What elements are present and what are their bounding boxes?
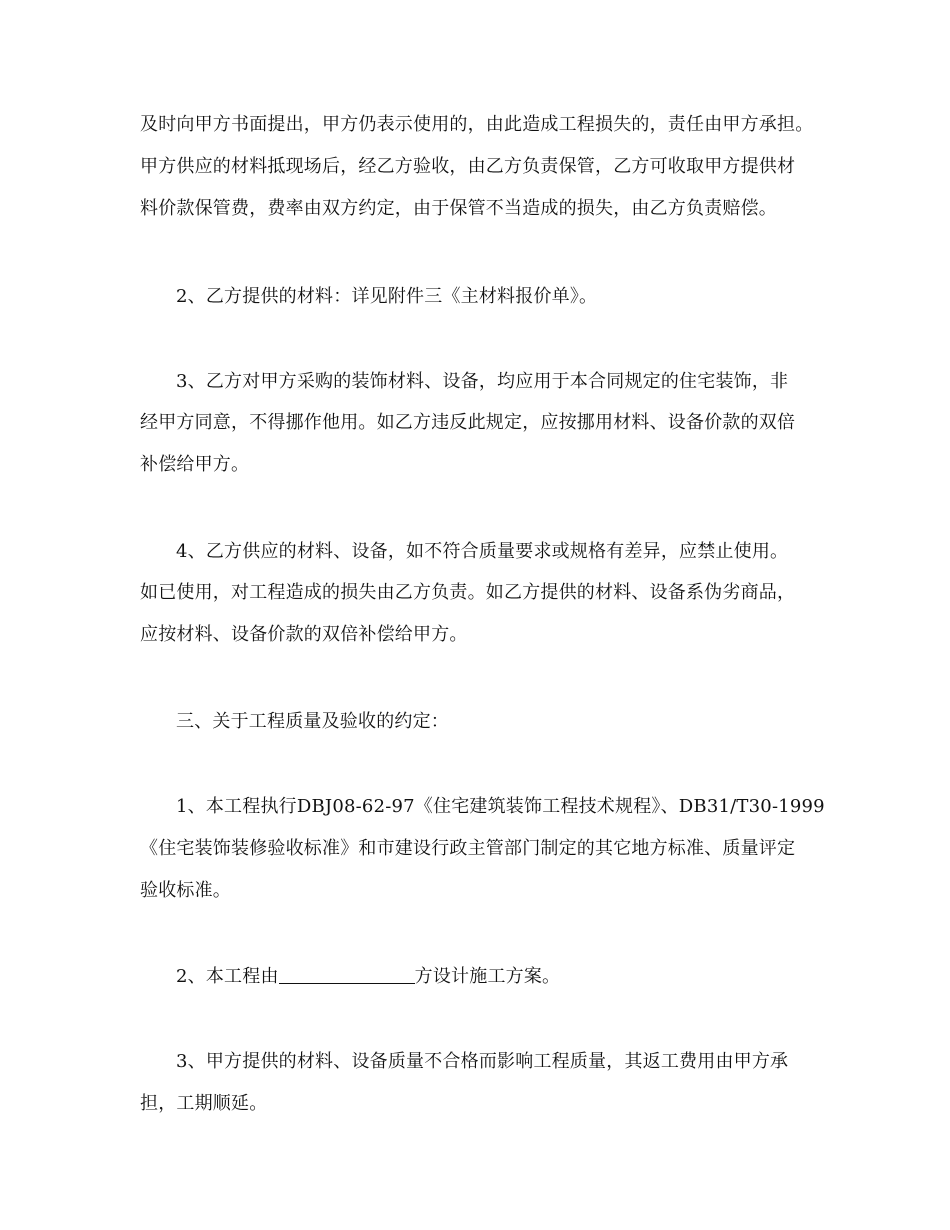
clause-4-line: 4、乙方供应的材料、设备，如不符合质量要求或规格有差异，应禁止使用。 [176, 541, 789, 562]
clause-4-line: 如已使用，对工程造成的损失由乙方负责。如乙方提供的材料、设备系伪劣商品， [140, 582, 796, 603]
quality-clause-1-line: 1、本工程执行DBJ08-62-97《住宅建筑装饰工程技术规程》、DB31/T30-1999 [176, 796, 825, 817]
clause-3-line: 补偿给甲方。 [140, 454, 250, 475]
clause-4-line: 应按材料、设备价款的双倍补偿给甲方。 [140, 624, 468, 645]
fill-in-blank [279, 965, 415, 984]
clause-2-materials: 2、乙方提供的材料：详见附件三《主材料报价单》。 [176, 286, 598, 307]
quality-clause-1-line: 验收标准。 [140, 880, 231, 901]
clause-3-line: 3、乙方对甲方采购的装饰材料、设备，均应用于本合同规定的住宅装饰，非 [176, 371, 789, 392]
quality-clause-3-line: 3、甲方提供的材料、设备质量不合格而影响工程质量，其返工费用由甲方承 [176, 1051, 789, 1072]
section-3-heading: 三、关于工程质量及验收的约定： [176, 711, 449, 732]
quality-clause-2 [176, 965, 560, 989]
clause-3-line: 经甲方同意，不得挪作他用。如乙方违反此规定，应按挪用材料、设备价款的双倍 [140, 412, 796, 433]
quality-clause-1-line: 《住宅装饰装修验收标准》和市建设行政主管部门制定的其它地方标准、质量评定 [140, 838, 796, 859]
quality-clause-2-prefix: 2、本工程由 [176, 966, 279, 987]
paragraph-line: 及时向甲方书面提出，甲方仍表示使用的，由此造成工程损失的，责任由甲方承担。 [140, 114, 814, 135]
paragraph-line: 甲方供应的材料抵现场后，经乙方验收，由乙方负责保管，乙方可收取甲方提供材 [140, 156, 796, 177]
quality-clause-3-line: 担，工期顺延。 [140, 1093, 268, 1114]
paragraph-line: 料价款保管费，费率由双方约定，由于保管不当造成的损失，由乙方负责赔偿。 [140, 198, 777, 219]
quality-clause-2-suffix: 方设计施工方案。 [414, 966, 561, 987]
